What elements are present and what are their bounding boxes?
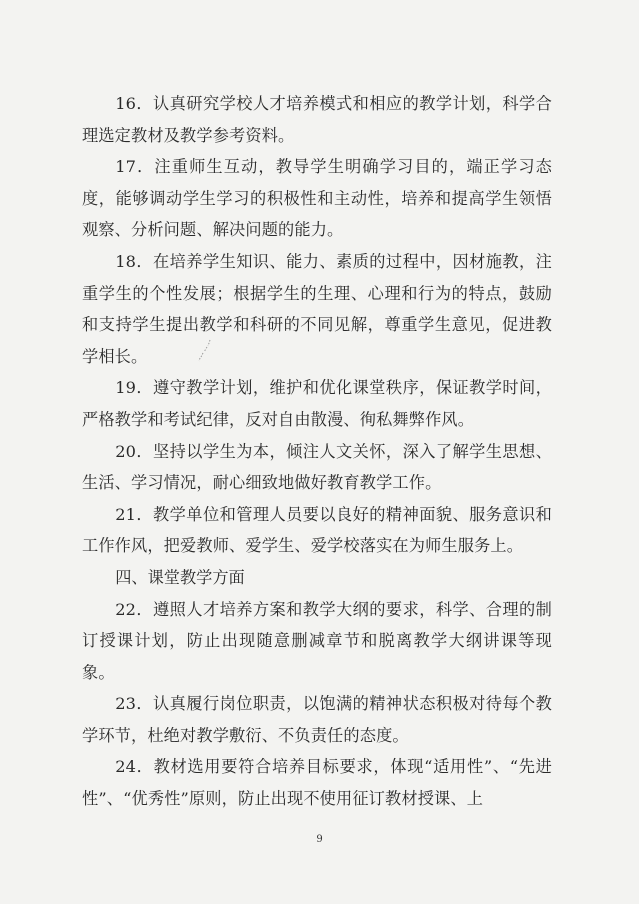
paragraph-19: 19．遵守教学计划，维护和优化课堂秩序，保证教学时间，严格教学和考试纪律，反对自由散漫、徇私舞弊作风。 [82,378,552,429]
paragraph-16: 16．认真研究学校人才培养模式和相应的教学计划，科学合理选定教材及教学参考资料。 [82,94,552,145]
paragraph-24: 24．教材选用要符合培养目标要求，体现“适用性”、“先进性”、“优秀性”原则，防止出现不使用征订教材授课、上 [82,757,552,809]
paragraph-18: 18．在培养学生知识、能力、素质的过程中，因材施教，注重学生的个性发展；根据学生的生理、心理和行为的特点，鼓励和支持学生提出教学和科研的不同见解，尊重学生意见，促进教学相长。 [82,251,552,366]
scan-speck-mark [196,338,216,364]
paragraph-22: 22．遵照人才培养方案和教学大纲的要求，科学、合理的制订授课计划，防止出现随意删减章节和脱离教学大纲讲课等现象。 [82,599,552,682]
paragraph-23: 23．认真履行岗位职责，以饱满的精神状态积极对待每个教学环节，杜绝对教学敷衍、不负责任的态度。 [82,694,552,745]
page-number: 9 [316,834,323,845]
paragraph-21: 21．教学单位和管理人员要以良好的精神面貌、服务意识和工作作风，把爱教师、爱学生、爱学校落实在为师生服务上。 [82,504,552,556]
paragraph-17: 17．注重师生互动，教导学生明确学习目的，端正学习态度，能够调动学生学习的积极性和主动性，培养和提高学生领悟观察、分析问题、解决问题的能力。 [82,157,552,240]
document-body [82,88,552,815]
section-heading: 四、课堂教学方面 [115,567,245,587]
paragraph-20: 20．坚持以学生为本，倾注人文关怀，深入了解学生思想、生活、学习情况，耐心细致地做好教育教学工作。 [82,441,552,493]
